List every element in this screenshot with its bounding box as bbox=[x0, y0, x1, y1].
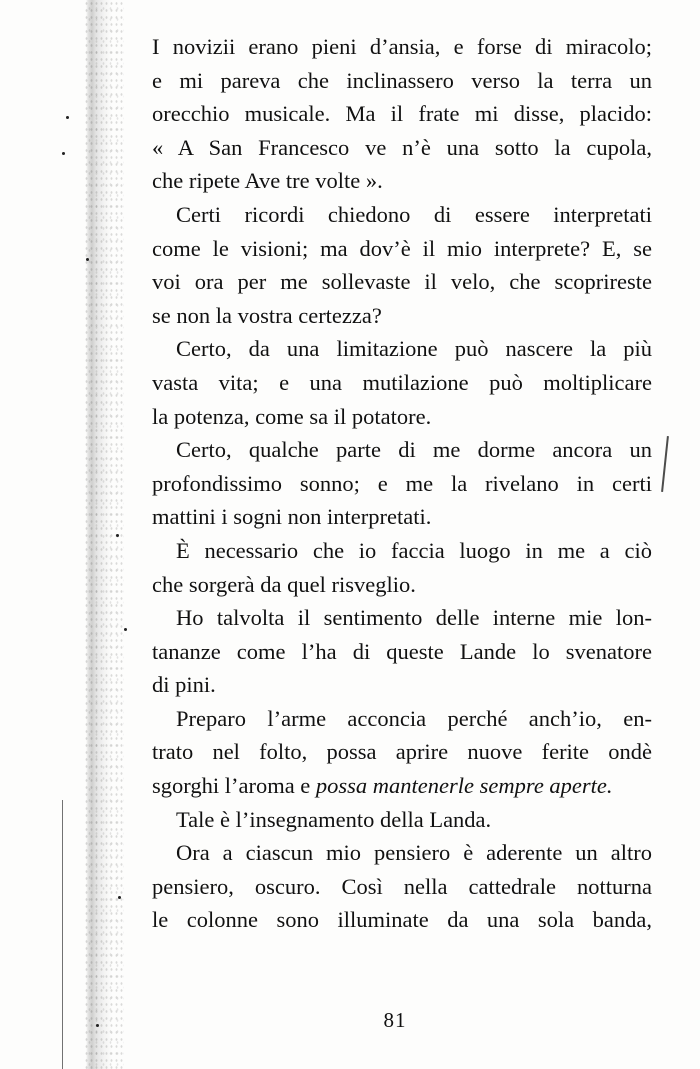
text-line-mixed bbox=[152, 769, 652, 803]
text-line: se non la vostra certezza? bbox=[152, 302, 382, 328]
text-line: come le visioni; ma dov’è il mio interprete? E, se bbox=[152, 235, 652, 261]
text-line: orecchio musicale. Ma il frate mi disse, placido: bbox=[152, 101, 652, 127]
margin-speck bbox=[124, 628, 127, 631]
italic-segment: possa mantenerle sempre aperte. bbox=[315, 773, 613, 799]
text-line: Ho talvolta il sentimento delle interne mie lon- bbox=[176, 605, 652, 631]
text-line: « A San Francesco ve n’è una sotto la cupola, bbox=[152, 134, 652, 160]
text-line: È necessario che io faccia luogo in me a ciò bbox=[176, 537, 652, 563]
text-line: vasta vita; e una mutilazione può moltiplicare bbox=[152, 369, 652, 395]
page-number: 81 bbox=[383, 1008, 407, 1032]
margin-speck bbox=[62, 152, 65, 155]
margin-speck bbox=[116, 534, 119, 537]
text-line: trato nel folto, possa aprire nuove ferite ondè bbox=[152, 739, 652, 765]
text-line: Preparo l’arme acconcia perché anch’io, en- bbox=[176, 705, 652, 731]
text-line: I novizii erano pieni d’ansia, e forse di miracolo; bbox=[152, 34, 652, 59]
text-line: di pini. bbox=[152, 672, 216, 698]
text-line: Tale è l’insegnamento della Landa. bbox=[176, 806, 492, 832]
margin-speck bbox=[66, 116, 69, 119]
text-line: la potenza, come sa il potatore. bbox=[152, 403, 432, 429]
text-line: pensiero, oscuro. Così nella cattedrale notturna bbox=[152, 873, 652, 899]
text-line: le colonne sono illuminate da una sola banda, bbox=[152, 907, 652, 933]
text-line: Certo, qualche parte di me dorme ancora un bbox=[176, 437, 652, 463]
margin-speck bbox=[86, 258, 89, 261]
text-line: tananze come l’ha di queste Lande lo svenatore bbox=[152, 638, 652, 664]
text-line: mattini i sogni non interpretati. bbox=[152, 504, 432, 530]
body-text bbox=[152, 30, 652, 937]
text-line: che ripete Ave tre volte ». bbox=[152, 168, 383, 194]
text-line: che sorgerà da quel risveglio. bbox=[152, 571, 416, 597]
margin-speck bbox=[118, 896, 121, 899]
text-line: voi ora per me sollevaste il velo, che scoprireste bbox=[152, 269, 652, 295]
text-line: Ora a ciascun mio pensiero è aderente un altro bbox=[176, 840, 652, 866]
right-margin-stroke bbox=[661, 436, 669, 492]
text-line: e mi pareva che inclinassero verso la terra un bbox=[152, 67, 652, 93]
text-line: profondissimo sonno; e me la rivelano in certi bbox=[152, 470, 652, 496]
text-line: Certi ricordi chiedono di essere interpretati bbox=[176, 201, 652, 227]
roman-segment: sgorghi l’aroma e bbox=[152, 773, 316, 799]
text-line: Certo, da una limitazione può nascere la più bbox=[176, 336, 652, 362]
